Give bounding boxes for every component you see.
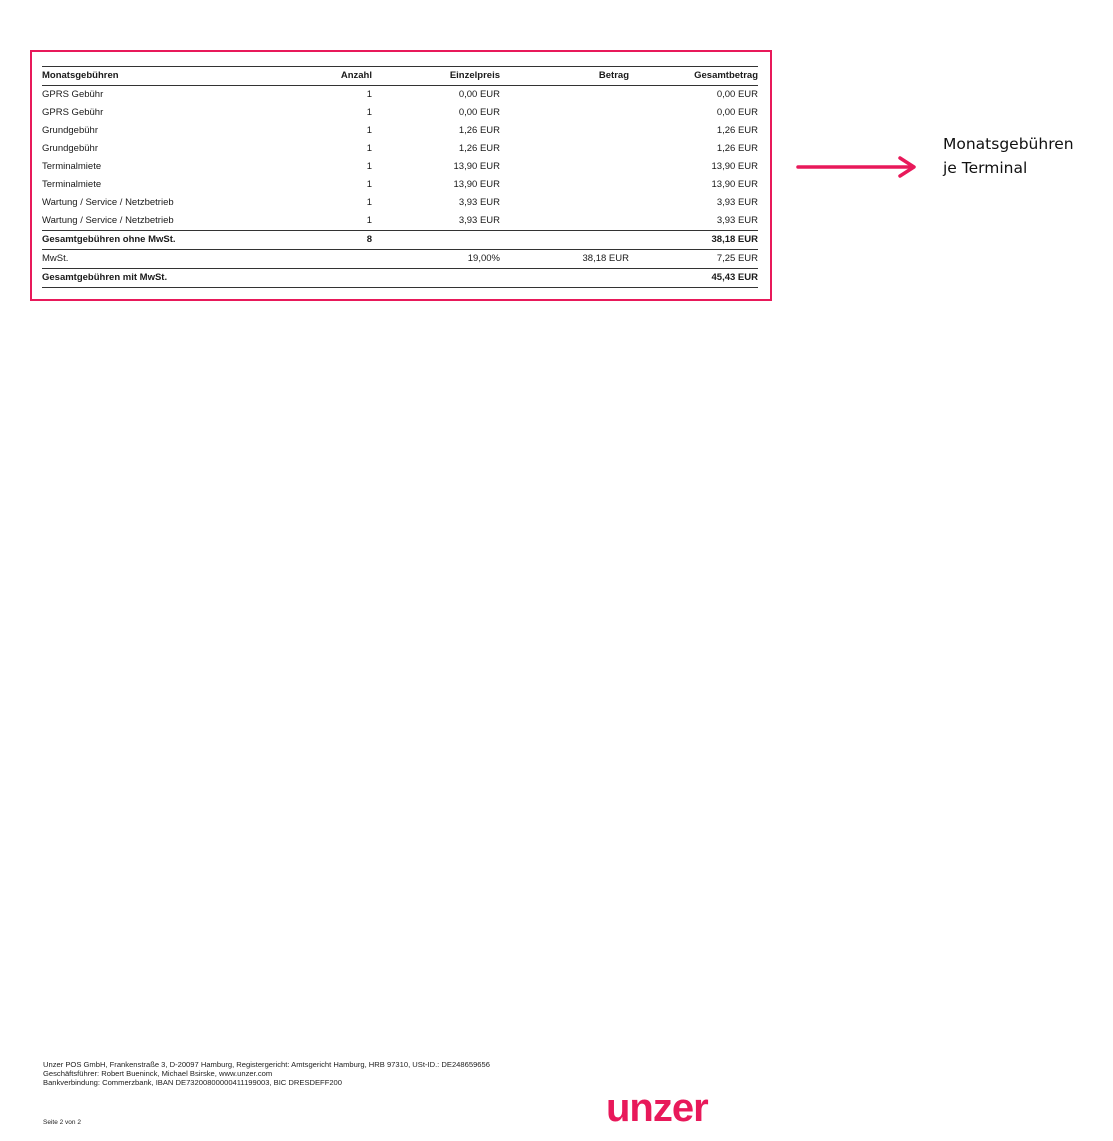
col-header-monatsgebuehren: Monatsgebühren	[42, 67, 248, 86]
table-cell	[500, 194, 629, 212]
table-row	[42, 104, 758, 122]
vat-row	[42, 250, 758, 269]
table-cell: 3,93 EUR	[716, 197, 758, 208]
table-cell: 13,90 EUR	[453, 161, 500, 172]
table-cell: Terminalmiete	[42, 161, 102, 172]
footer	[43, 1060, 490, 1087]
table-cell: 1,26 EUR	[716, 125, 758, 136]
table-cell	[248, 269, 372, 288]
table-cell: 1,26 EUR	[458, 125, 500, 136]
annotation-line-1: Monatsgebühren	[943, 135, 1074, 153]
table-cell: 1	[366, 179, 372, 190]
table-cell: Grundgebühr	[42, 125, 98, 136]
table-cell	[500, 104, 629, 122]
table-cell: Grundgebühr	[42, 143, 98, 154]
table-cell: 1,26 EUR	[716, 143, 758, 154]
table-cell: MwSt.	[42, 250, 248, 269]
table-cell: 1	[366, 197, 372, 208]
table-row	[42, 122, 758, 140]
table-cell: 3,93 EUR	[716, 215, 758, 226]
table-row	[42, 140, 758, 158]
table-cell: GPRS Gebühr	[42, 89, 104, 100]
table-cell: 3,93 EUR	[458, 197, 500, 208]
table-cell: 0,00 EUR	[716, 107, 758, 118]
table-cell: Wartung / Service / Netzbetrieb	[42, 215, 174, 226]
annotation-label	[943, 132, 1108, 180]
total-row	[42, 269, 758, 288]
table-cell: 1	[366, 161, 372, 172]
table-row	[42, 176, 758, 194]
table-cell	[500, 231, 629, 250]
table-cell	[372, 269, 500, 288]
table-cell	[500, 212, 629, 231]
table-cell: 1	[366, 215, 372, 226]
table-row	[42, 212, 758, 231]
table-cell: Gesamtgebühren mit MwSt.	[42, 269, 248, 288]
table-cell	[500, 86, 629, 105]
table-cell: 1	[366, 107, 372, 118]
table-cell: Terminalmiete	[42, 179, 102, 190]
table-header-row	[42, 67, 758, 86]
table-cell: 13,90 EUR	[711, 161, 758, 172]
annotation-line-2: je Terminal	[943, 159, 1028, 177]
arrow-right-icon	[796, 155, 922, 179]
table-cell: Wartung / Service / Netzbetrieb	[42, 197, 174, 208]
col-header-anzahl: Anzahl	[248, 67, 372, 86]
table-cell: 7,25 EUR	[629, 250, 758, 269]
col-header-einzelpreis: Einzelpreis	[372, 67, 500, 86]
table-cell: 1	[366, 143, 372, 154]
table-cell: 1,26 EUR	[458, 143, 500, 154]
table-cell: 38,18 EUR	[629, 231, 758, 250]
table-cell: 3,93 EUR	[458, 215, 500, 226]
footer-bank-line: Bankverbindung: Commerzbank, IBAN DE73200800000411199003, BIC DRESDEFF200	[43, 1078, 342, 1087]
subtotal-row	[42, 231, 758, 250]
table-cell	[500, 176, 629, 194]
table-cell	[500, 269, 629, 288]
table-cell: 1	[366, 125, 372, 136]
table-row	[42, 194, 758, 212]
footer-management-line: Geschäftsführer: Robert Bueninck, Michael Bsirske, www.unzer.com	[43, 1069, 273, 1078]
table-cell: 0,00 EUR	[458, 107, 500, 118]
table-cell	[500, 140, 629, 158]
table-cell: 1	[366, 89, 372, 100]
col-header-gesamtbetrag: Gesamtbetrag	[629, 67, 758, 86]
table-cell: 8	[248, 231, 372, 250]
page-number: Seite 2 von 2	[43, 1119, 81, 1126]
unzer-logo	[606, 1089, 746, 1129]
table-row	[42, 86, 758, 105]
table-cell: 0,00 EUR	[458, 89, 500, 100]
logo-text: unzer	[606, 1089, 708, 1129]
table-cell	[500, 122, 629, 140]
table-cell	[248, 250, 372, 269]
footer-company-line: Unzer POS GmbH, Frankenstraße 3, D-20097 Hamburg, Registergericht: Amtsgericht Hamburg, HRB 97310, USt-ID.: DE248659656	[43, 1060, 490, 1069]
table-cell: GPRS Gebühr	[42, 107, 104, 118]
table-cell: Gesamtgebühren ohne MwSt.	[42, 231, 248, 250]
table-cell: 0,00 EUR	[716, 89, 758, 100]
table-cell: 13,90 EUR	[453, 179, 500, 190]
table-cell: 19,00%	[372, 250, 500, 269]
table-cell: 45,43 EUR	[629, 269, 758, 288]
col-header-betrag: Betrag	[500, 67, 629, 86]
fees-table	[42, 66, 758, 288]
table-cell: 13,90 EUR	[711, 179, 758, 190]
table-cell: 38,18 EUR	[500, 250, 629, 269]
table-cell	[500, 158, 629, 176]
table-cell	[372, 231, 500, 250]
table-row	[42, 158, 758, 176]
